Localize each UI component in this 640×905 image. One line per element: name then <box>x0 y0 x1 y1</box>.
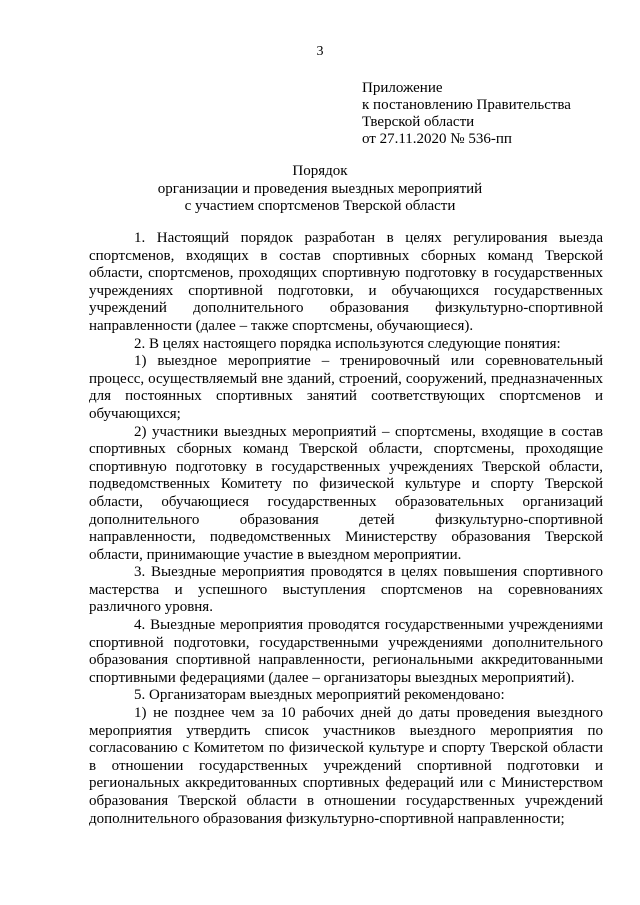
appendix-line: Приложение <box>362 80 443 96</box>
appendix-date-number: от 27.11.2020 № 536-пп <box>362 131 512 147</box>
paragraph: 1. Настоящий порядок разработан в целях регулирования выезда спортсменов, входящих в состав спортивных сборных команд Тверской области, спортсменов, проходящих спортивную подготовку в государственных учреждениях спортивной подготовки, и обучающихся государственных учреждений дополнительного образования физкультурно-спортивной направленности (далее – также спортсмены, обучающиеся). <box>89 230 603 334</box>
title-line: Порядок <box>292 163 348 179</box>
page-number: 3 <box>316 44 324 59</box>
paragraph: 1) выездное мероприятие – тренировочный или соревновательный процесс, осуществляемый вне зданий, строений, сооружений, предназначенных для постоянных спортивных занятий соответствующих спортсменов и обучающихся; <box>89 353 603 422</box>
title-line: с участием спортсменов Тверской области <box>184 198 456 214</box>
paragraph: 1) не позднее чем за 10 рабочих дней до даты проведения выездного мероприятия утвердить список участников выездного мероприятия по согласованию с Комитетом по физической культуре и спорту Тверской области в отношении государственных учреждений спортивной подготовки и региональных аккредитованных спортивных федераций или с Министерством образования Тверской области в отношении государственных учреждений дополнительного образования физкультурно-спортивной направленности; <box>89 705 603 827</box>
appendix-line: Тверской области <box>362 114 475 130</box>
paragraph: 3. Выездные мероприятия проводятся в целях повышения спортивного мастерства и успешного выступления спортсменов на соревнованиях различного уровня. <box>89 564 603 616</box>
paragraph: 5. Организаторам выездных мероприятий рекомендовано: <box>134 687 505 704</box>
paragraph: 2) участники выездных мероприятий – спортсмены, входящие в состав спортивных сборных команд Тверской области, спортсмены, проходящие спортивную подготовку в государственных учреждениях Тверской области, подведомственных Комитету по физической культуре и спорту Тверской области, обучающиеся государственных образовательных организаций дополнительного образования детей физкультурно-спортивной направленности, подведомственных Министерству образования Тверской области, принимающие участие в выездном мероприятии. <box>89 423 603 563</box>
appendix-header <box>362 80 571 148</box>
paragraph: 2. В целях настоящего порядка используются следующие понятия: <box>134 335 561 352</box>
appendix-line: к постановлению Правительства <box>362 97 571 113</box>
document-body <box>89 230 603 828</box>
document-title <box>0 163 640 216</box>
title-line: организации и проведения выездных мероприятий <box>157 180 483 197</box>
paragraph: 4. Выездные мероприятия проводятся государственными учреждениями спортивной подготовки, государственными учреждениями дополнительного образования спортивной направленности, региональными аккредитованными спортивными федерациями (далее – организаторы выездных мероприятий). <box>89 617 603 686</box>
